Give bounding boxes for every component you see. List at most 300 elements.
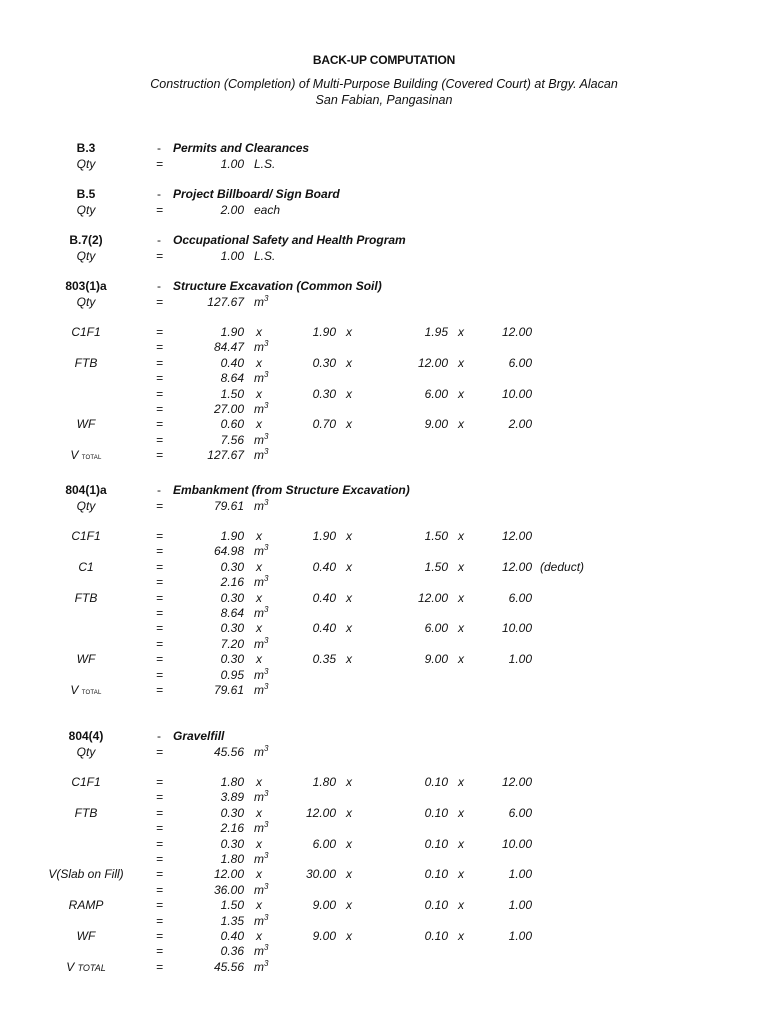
calc-factor-row	[0, 591, 768, 606]
calc-label: FTB	[74, 355, 98, 370]
times-sign: x	[458, 325, 464, 339]
factor-2: 30.00	[305, 867, 336, 882]
equals-sign: =	[156, 821, 164, 836]
item-description: Project Billboard/ Sign Board	[173, 187, 340, 201]
times-sign: x	[256, 386, 262, 401]
item-description: Occupational Safety and Health Program	[173, 233, 406, 247]
factor-1: 0.60	[220, 417, 244, 432]
qty-unit: L.S.	[254, 248, 276, 263]
calc-label: C1F1	[71, 325, 101, 339]
times-sign: x	[346, 652, 352, 667]
item-description: Structure Excavation (Common Soil)	[173, 279, 382, 293]
factor-2: 1.90	[312, 325, 336, 339]
unit-cubic-meter: $m^3$	[254, 543, 269, 559]
factor-1: 0.30	[220, 805, 244, 820]
equals-sign: =	[156, 959, 164, 974]
calc-label: FTB	[74, 590, 98, 605]
unit-exponent: 3	[264, 574, 269, 584]
item-description: Permits and Clearances	[173, 141, 310, 155]
factor-1: 0.30	[220, 652, 244, 667]
equals-sign: =	[156, 852, 164, 866]
times-sign: x	[346, 325, 352, 339]
calc-result-row	[0, 606, 768, 621]
factor-2: 9.00	[312, 898, 336, 913]
factor-3: 0.10	[424, 836, 448, 851]
calc-result: 2.16	[220, 821, 244, 836]
equals-sign: =	[156, 621, 164, 636]
equals-sign: =	[156, 340, 164, 355]
factor-4: 6.00	[508, 355, 532, 370]
equals-sign: =	[156, 867, 164, 882]
factor-4: 12.00	[501, 529, 532, 543]
equals-sign: =	[156, 775, 164, 789]
times-sign: x	[256, 417, 262, 432]
unit-exponent: 3	[264, 912, 269, 922]
times-sign: x	[458, 417, 464, 432]
item-code: B.3	[76, 141, 96, 155]
calc-result: 2.16	[220, 575, 244, 590]
qty-label: Qty	[76, 294, 96, 309]
factor-2: 0.30	[312, 355, 336, 370]
calc-result: 36.00	[213, 882, 244, 897]
factor-2: 0.30	[312, 386, 336, 401]
equals-sign: =	[156, 202, 164, 217]
unit-cubic-meter: $m^3$	[254, 958, 269, 974]
equals-sign: =	[156, 590, 164, 605]
times-sign: x	[458, 621, 464, 636]
equals-sign: =	[156, 744, 164, 759]
calc-factor-row	[0, 621, 768, 636]
times-sign: x	[458, 386, 464, 401]
unit-exponent: 3	[264, 543, 269, 553]
factor-4: 12.00	[501, 559, 532, 574]
times-sign: x	[346, 621, 352, 636]
unit-cubic-meter: $m^3$	[254, 605, 269, 620]
factor-1: 0.40	[220, 355, 244, 370]
dash-separator: -	[157, 279, 161, 293]
factor-4: 10.00	[501, 621, 532, 636]
equals-sign: =	[156, 636, 164, 651]
calc-result: 8.64	[220, 371, 244, 386]
factor-2: 1.80	[312, 775, 336, 789]
equals-sign: =	[156, 575, 164, 590]
factor-2: 0.40	[312, 590, 336, 605]
qty-value: 1.00	[220, 156, 244, 171]
qty-row	[0, 203, 768, 218]
calc-result: 1.35	[220, 913, 244, 928]
unit-exponent: 3	[264, 635, 269, 645]
total-label: V TOTAL	[70, 448, 102, 463]
calc-result-row	[0, 637, 768, 652]
qty-label: Qty	[76, 156, 96, 171]
qty-value: 1.00	[220, 248, 244, 263]
item-code: 803(1)a	[65, 279, 107, 293]
unit-cubic-meter: $m^3$	[254, 682, 269, 697]
total-value: 127.67	[207, 448, 244, 463]
times-sign: x	[346, 836, 352, 851]
dash-separator: -	[157, 233, 161, 247]
unit-exponent: 3	[264, 497, 269, 507]
item-header-row	[0, 187, 768, 202]
factor-4: 2.00	[508, 417, 532, 432]
total-label: V TOTAL	[66, 959, 106, 974]
unit-exponent: 3	[264, 431, 269, 441]
factor-4: 1.00	[508, 929, 532, 943]
unit-exponent: 3	[264, 820, 269, 830]
calc-factor-row	[0, 417, 768, 432]
factor-1: 1.90	[220, 529, 244, 543]
calc-result-row	[0, 668, 768, 683]
calc-result-row	[0, 575, 768, 590]
factor-4: 12.00	[501, 775, 532, 789]
factor-3: 9.00	[424, 652, 448, 667]
unit-exponent: 3	[264, 881, 269, 891]
equals-sign: =	[156, 944, 164, 959]
factor-1: 0.30	[220, 836, 244, 851]
qty-value: 2.00	[220, 202, 244, 217]
factor-3: 12.00	[417, 590, 448, 605]
factor-4: 1.00	[508, 867, 532, 882]
calc-result: 3.89	[220, 790, 244, 805]
unit-cubic-meter: $m^3$	[254, 339, 269, 355]
calc-label: RAMP	[68, 898, 104, 913]
calc-factor-row	[0, 837, 768, 852]
unit-exponent: 3	[264, 682, 269, 691]
qty-row	[0, 295, 768, 310]
equals-sign: =	[156, 386, 164, 401]
unit-exponent: 3	[264, 605, 269, 614]
calc-result: 8.64	[220, 606, 244, 620]
project-location-line2: San Fabian, Pangasinan	[315, 93, 453, 107]
calc-label: WF	[76, 652, 96, 667]
page-title: BACK-UP COMPUTATION	[312, 53, 456, 67]
total-label: V TOTAL	[70, 683, 102, 697]
factor-2: 1.90	[312, 529, 336, 543]
times-sign: x	[346, 386, 352, 401]
total-row	[0, 960, 768, 975]
item-description: Embankment (from Structure Excavation)	[173, 483, 410, 497]
factor-3: 1.50	[424, 559, 448, 574]
calc-result-row	[0, 790, 768, 805]
calc-factor-row	[0, 898, 768, 913]
qty-value: 79.61	[213, 498, 244, 513]
qty-value: 127.67	[207, 294, 244, 309]
times-sign: x	[458, 929, 464, 943]
unit-cubic-meter: $m^3$	[254, 370, 269, 386]
factor-1: 1.50	[220, 386, 244, 401]
unit-exponent: 3	[264, 401, 269, 410]
times-sign: x	[346, 805, 352, 820]
factor-4: 1.00	[508, 898, 532, 913]
total-row	[0, 448, 768, 463]
calc-result: 64.98	[213, 544, 244, 559]
equals-sign: =	[156, 683, 164, 697]
item-header-row	[0, 141, 768, 156]
dash-separator: -	[157, 187, 161, 201]
unit-cubic-meter: $m^3$	[254, 401, 269, 416]
factor-2: 12.00	[305, 805, 336, 820]
equals-sign: =	[156, 402, 164, 416]
unit-exponent: 3	[264, 339, 269, 349]
factor-3: 0.10	[424, 929, 448, 943]
calc-factor-row	[0, 560, 768, 575]
qty-value: 45.56	[213, 744, 244, 759]
total-row	[0, 683, 768, 698]
equals-sign: =	[156, 667, 164, 682]
unit-cubic-meter: $m^3$	[254, 666, 269, 682]
times-sign: x	[458, 867, 464, 882]
equals-sign: =	[156, 544, 164, 559]
times-sign: x	[458, 836, 464, 851]
calc-result-row	[0, 433, 768, 448]
unit-cubic-meter: $m^3$	[254, 789, 269, 805]
equals-sign: =	[156, 529, 164, 543]
factor-1: 1.50	[220, 898, 244, 913]
calc-label: WF	[76, 929, 96, 943]
equals-sign: =	[156, 248, 164, 263]
factor-3: 0.10	[424, 775, 448, 789]
times-sign: x	[458, 355, 464, 370]
times-sign: x	[256, 529, 262, 543]
qty-label: Qty	[76, 744, 96, 759]
item-code: 804(4)	[68, 729, 104, 743]
factor-2: 9.00	[312, 929, 336, 943]
item-header-row	[0, 233, 768, 248]
times-sign: x	[256, 590, 262, 605]
factor-4: 1.00	[508, 652, 532, 667]
times-sign: x	[458, 652, 464, 667]
factor-3: 6.00	[424, 386, 448, 401]
times-sign: x	[346, 559, 352, 574]
times-sign: x	[458, 529, 464, 543]
unit-exponent: 3	[264, 958, 269, 968]
equals-sign: =	[156, 498, 164, 513]
times-sign: x	[458, 805, 464, 820]
times-sign: x	[346, 929, 352, 943]
unit-cubic-meter: $m^3$	[254, 497, 269, 513]
unit-exponent: 3	[264, 789, 269, 799]
calc-result: 7.56	[220, 432, 244, 447]
equals-sign: =	[156, 929, 164, 943]
times-sign: x	[458, 898, 464, 913]
calc-result-row	[0, 371, 768, 386]
factor-4: 10.00	[501, 836, 532, 851]
equals-sign: =	[156, 652, 164, 667]
times-sign: x	[256, 652, 262, 667]
equals-sign: =	[156, 559, 164, 574]
factor-1: 1.80	[220, 775, 244, 789]
calc-factor-row	[0, 356, 768, 371]
equals-sign: =	[156, 898, 164, 913]
times-sign: x	[346, 775, 352, 789]
factor-3: 6.00	[424, 621, 448, 636]
equals-sign: =	[156, 448, 164, 463]
times-sign: x	[458, 590, 464, 605]
calc-result-row	[0, 852, 768, 867]
factor-2: 0.40	[312, 559, 336, 574]
times-sign: x	[256, 867, 262, 882]
unit-cubic-meter: $m^3$	[254, 820, 269, 836]
equals-sign: =	[156, 156, 164, 171]
calc-label: C1F1	[71, 775, 101, 789]
item-description: Gravelfill	[173, 729, 225, 743]
calc-label: C1F1	[71, 529, 101, 543]
calc-label: WF	[76, 417, 96, 432]
unit-exponent: 3	[264, 851, 269, 860]
factor-3: 0.10	[424, 805, 448, 820]
unit-cubic-meter: $m^3$	[254, 943, 269, 959]
equals-sign: =	[156, 417, 164, 432]
times-sign: x	[256, 559, 262, 574]
item-code: B.5	[76, 187, 96, 201]
calc-result: 7.20	[220, 636, 244, 651]
calc-label: C1	[78, 559, 94, 574]
equals-sign: =	[156, 355, 164, 370]
item-header-row	[0, 729, 768, 744]
times-sign: x	[346, 898, 352, 913]
factor-2: 0.40	[312, 621, 336, 636]
unit-cubic-meter: $m^3$	[254, 431, 269, 447]
calc-result-row	[0, 402, 768, 417]
times-sign: x	[346, 355, 352, 370]
total-value: 45.56	[213, 959, 244, 974]
factor-1: 0.40	[220, 929, 244, 943]
qty-unit: each	[254, 202, 281, 217]
qty-label: Qty	[76, 202, 96, 217]
deduct-note: (deduct)	[540, 559, 585, 574]
qty-row	[0, 745, 768, 760]
calc-result: 84.47	[213, 340, 244, 355]
total-subscript: TOTAL	[81, 690, 102, 696]
calc-factor-row	[0, 775, 768, 790]
calc-result-row	[0, 883, 768, 898]
calc-factor-row	[0, 325, 768, 340]
factor-4: 12.00	[501, 325, 532, 339]
qty-row	[0, 499, 768, 514]
calc-label: FTB	[74, 805, 98, 820]
dash-separator: -	[157, 729, 161, 743]
calc-factor-row	[0, 929, 768, 944]
equals-sign: =	[156, 836, 164, 851]
equals-sign: =	[156, 882, 164, 897]
unit-exponent: 3	[264, 666, 269, 676]
factor-1: 1.90	[220, 325, 244, 339]
unit-exponent: 3	[264, 447, 269, 457]
calc-result-row	[0, 821, 768, 836]
times-sign: x	[256, 775, 262, 789]
times-sign: x	[256, 898, 262, 913]
factor-2: 0.35	[312, 652, 336, 667]
total-value: 79.61	[213, 683, 244, 697]
times-sign: x	[346, 417, 352, 432]
factor-3: 1.95	[424, 325, 448, 339]
unit-exponent: 3	[264, 293, 269, 303]
calc-factor-row	[0, 387, 768, 402]
times-sign: x	[346, 590, 352, 605]
total-subscript: TOTAL	[81, 455, 102, 462]
item-header-row	[0, 279, 768, 294]
equals-sign: =	[156, 371, 164, 386]
unit-cubic-meter: $m^3$	[254, 912, 269, 928]
times-sign: x	[256, 325, 262, 339]
calc-factor-row	[0, 806, 768, 821]
times-sign: x	[458, 559, 464, 574]
qty-label: Qty	[76, 248, 96, 263]
equals-sign: =	[156, 790, 164, 805]
factor-3: 0.10	[424, 898, 448, 913]
calc-result-row	[0, 544, 768, 559]
equals-sign: =	[156, 432, 164, 447]
unit-exponent: 3	[264, 743, 269, 753]
dash-separator: -	[157, 483, 161, 497]
total-subscript: TOTAL	[77, 962, 106, 973]
calc-result: 0.36	[220, 944, 244, 959]
factor-4: 10.00	[501, 386, 532, 401]
item-code: 804(1)a	[65, 483, 107, 497]
calc-factor-row	[0, 529, 768, 544]
calc-result-row	[0, 340, 768, 355]
unit-cubic-meter: $m^3$	[254, 851, 269, 866]
times-sign: x	[458, 775, 464, 789]
times-sign: x	[256, 355, 262, 370]
factor-3: 12.00	[417, 355, 448, 370]
factor-1: 0.30	[220, 590, 244, 605]
project-name-line1: Construction (Completion) of Multi-Purpose Building (Covered Court) at Brgy. Alacan	[150, 77, 618, 91]
times-sign: x	[256, 929, 262, 943]
times-sign: x	[346, 529, 352, 543]
qty-unit: L.S.	[254, 156, 276, 171]
times-sign: x	[256, 805, 262, 820]
qty-label: Qty	[76, 498, 96, 513]
item-code: B.7(2)	[69, 233, 103, 247]
unit-cubic-meter: $m^3$	[254, 881, 269, 897]
factor-3: 1.50	[424, 529, 448, 543]
equals-sign: =	[156, 294, 164, 309]
calc-result: 0.95	[220, 667, 244, 682]
item-header-row	[0, 483, 768, 498]
equals-sign: =	[156, 913, 164, 928]
unit-cubic-meter: $m^3$	[254, 743, 269, 759]
factor-4: 6.00	[508, 590, 532, 605]
factor-4: 6.00	[508, 805, 532, 820]
calc-result: 27.00	[213, 402, 244, 416]
times-sign: x	[346, 867, 352, 882]
unit-cubic-meter: $m^3$	[254, 574, 269, 590]
factor-1: 0.30	[220, 621, 244, 636]
calc-factor-row	[0, 867, 768, 882]
unit-cubic-meter: $m^3$	[254, 635, 269, 651]
unit-cubic-meter: $m^3$	[254, 293, 269, 309]
dash-separator: -	[157, 141, 161, 155]
times-sign: x	[256, 621, 262, 636]
calc-result-row	[0, 914, 768, 929]
calc-factor-row	[0, 652, 768, 667]
calc-label: V(Slab on Fill)	[48, 867, 124, 882]
equals-sign: =	[156, 606, 164, 620]
factor-3: 9.00	[424, 417, 448, 432]
equals-sign: =	[156, 805, 164, 820]
unit-exponent: 3	[264, 943, 269, 953]
calc-result-row	[0, 944, 768, 959]
factor-3: 0.10	[424, 867, 448, 882]
equals-sign: =	[156, 325, 164, 339]
calc-result: 1.80	[220, 852, 244, 866]
factor-2: 0.70	[312, 417, 336, 432]
factor-2: 6.00	[312, 836, 336, 851]
unit-exponent: 3	[264, 370, 269, 380]
unit-cubic-meter: $m^3$	[254, 447, 269, 463]
qty-row	[0, 157, 768, 172]
